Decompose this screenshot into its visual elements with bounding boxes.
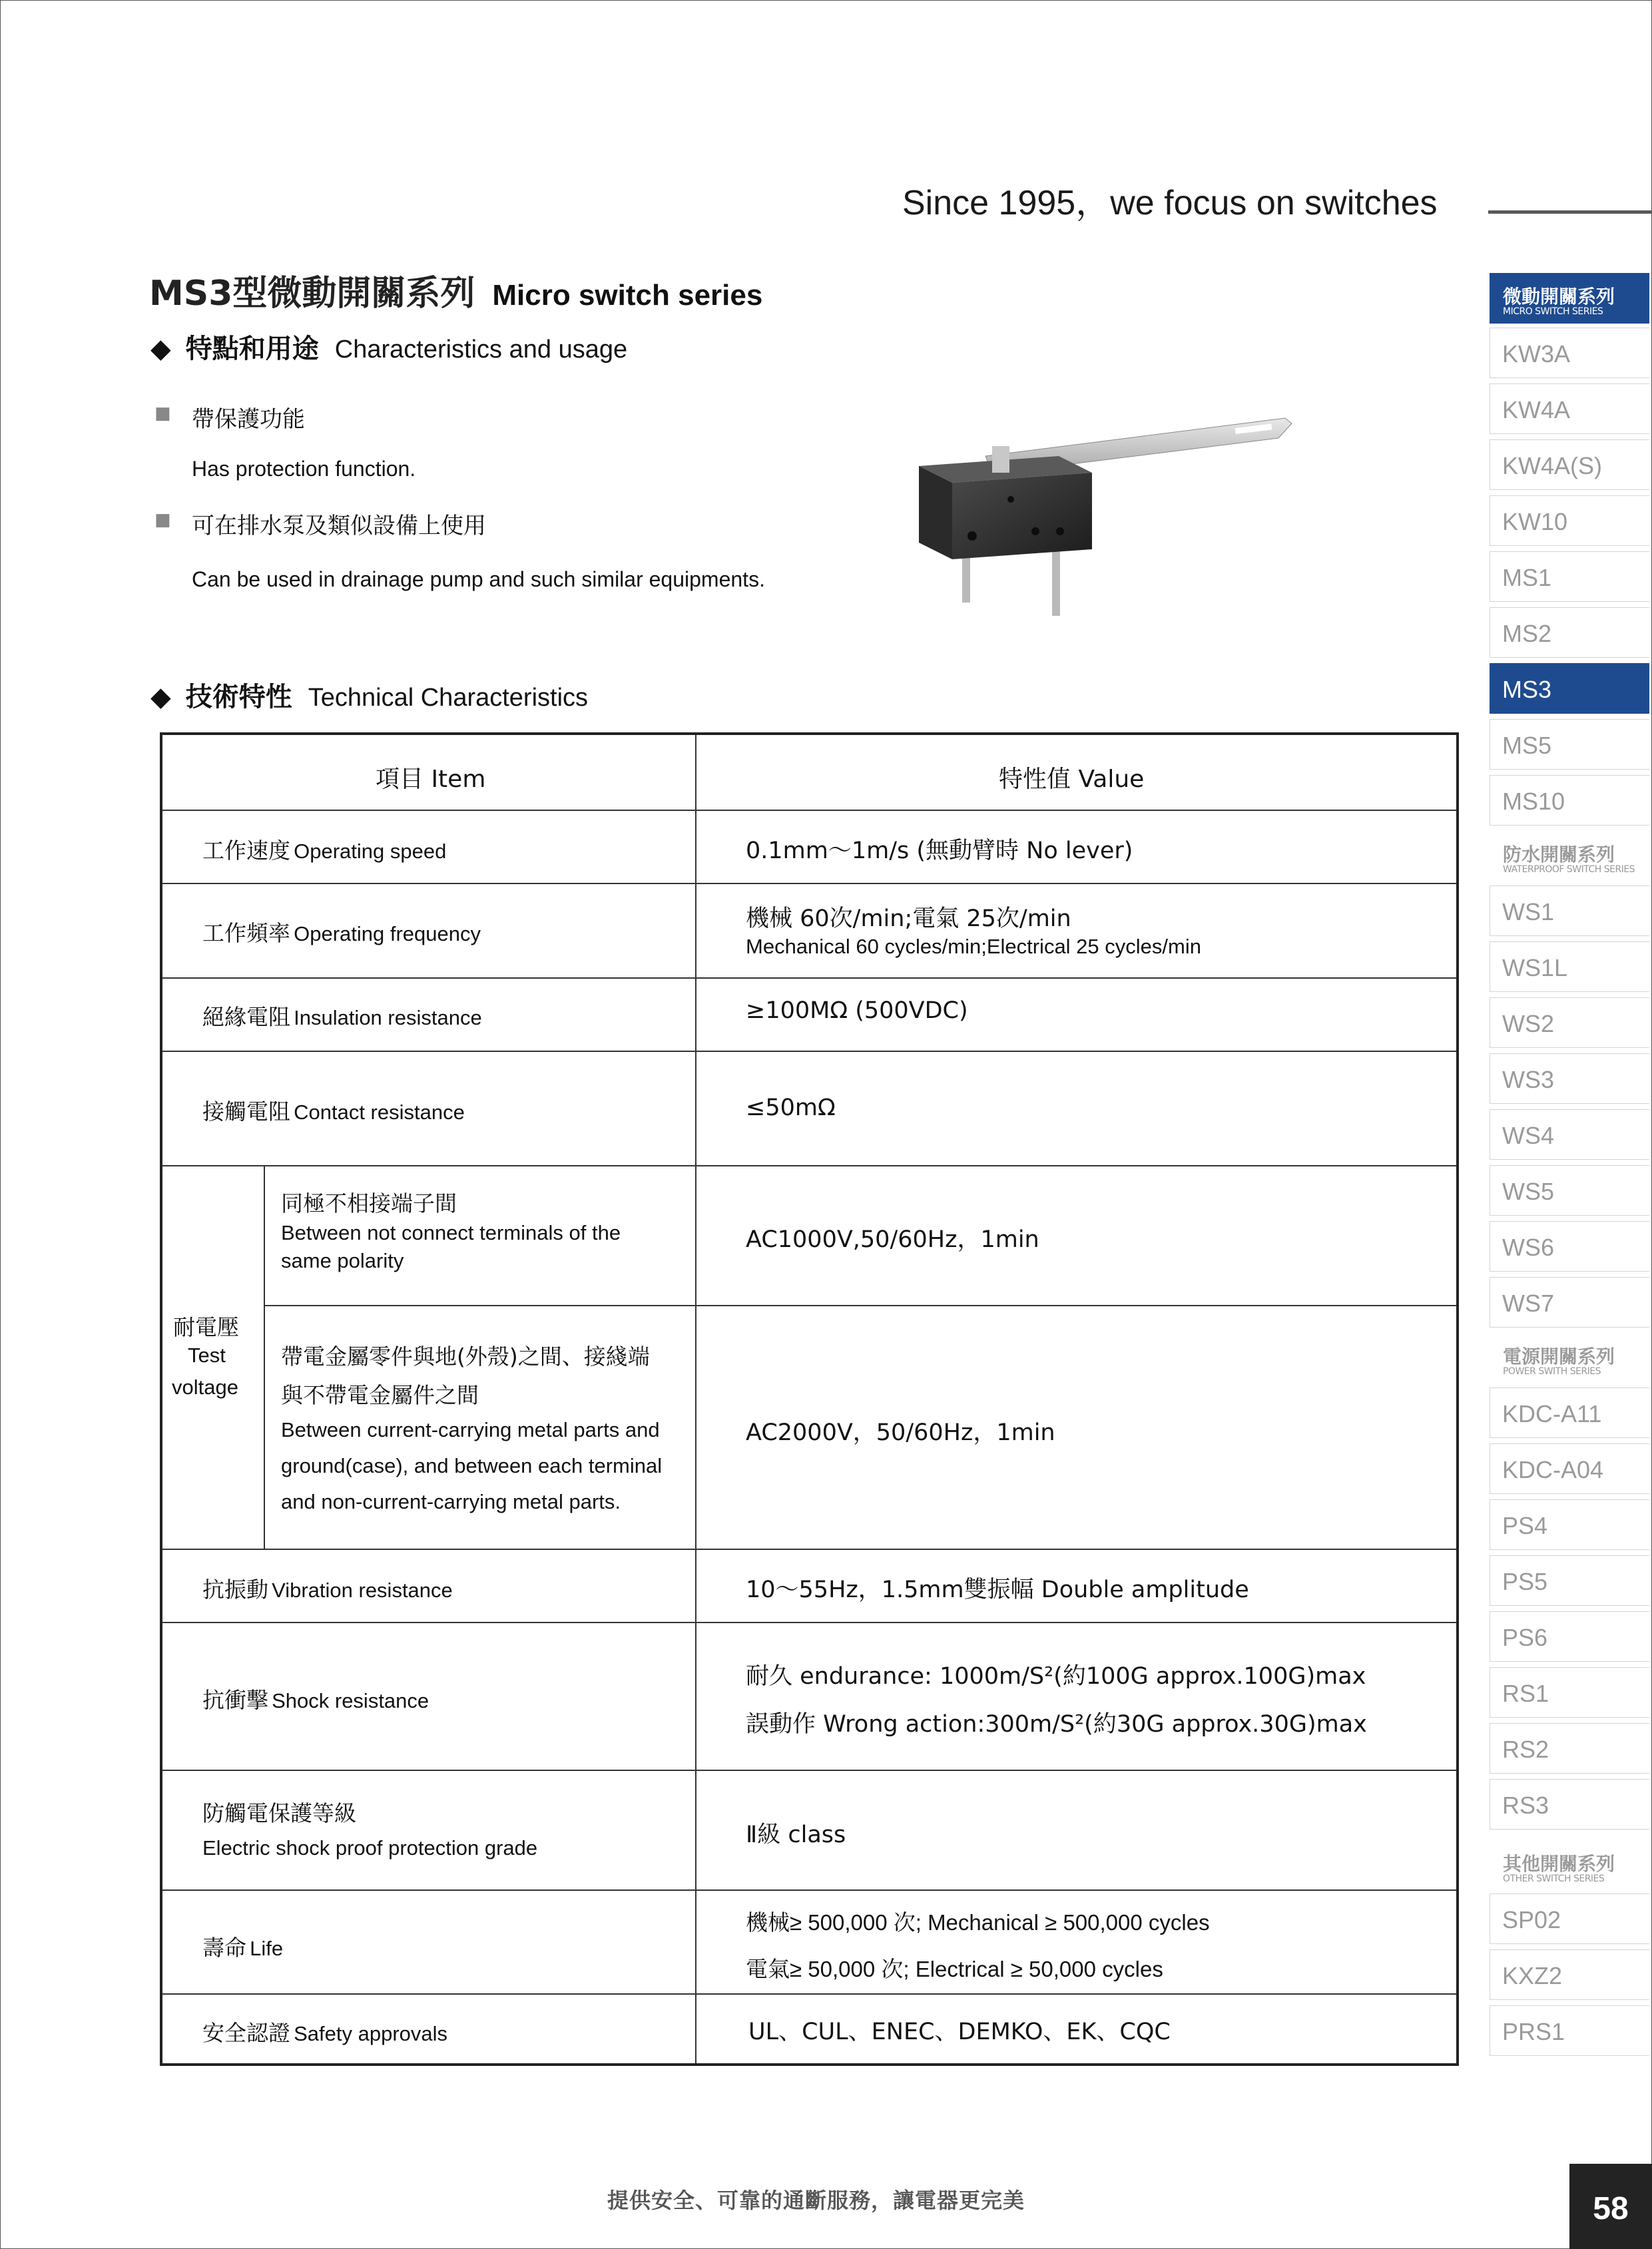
sidebar-item-ms1[interactable]: MS1 — [1490, 551, 1649, 602]
row-divider — [162, 1993, 1456, 1995]
approvals-label: 安全認證 Safety approvals — [202, 2020, 448, 2046]
category-other[interactable] — [1490, 1840, 1649, 1891]
approvals-value: UL、CUL、ENEC、DEMKO、EK、CQC — [748, 2019, 1171, 2045]
slogan-rule — [1488, 210, 1652, 214]
sidebar-item-rs1[interactable]: RS1 — [1490, 1667, 1649, 1718]
life-value-2: 電氣≥ 50,000 次; Electrical ≥ 50,000 cycles — [746, 1957, 1163, 1981]
feature-1-en: Has protection function. — [192, 457, 416, 481]
sidebar-item-ps4[interactable]: PS4 — [1490, 1499, 1649, 1550]
characteristics-heading — [150, 328, 627, 366]
contact-label: 接觸電阻 Contact resistance — [202, 1099, 465, 1124]
sidebar-item-kw3a[interactable]: KW3A — [1490, 328, 1649, 378]
sidebar-item-ws7[interactable]: WS7 — [1490, 1277, 1649, 1328]
category-micro-en: MICRO SWITCH SERIES — [1503, 306, 1603, 317]
product-image — [892, 399, 1318, 626]
column-divider — [695, 735, 696, 2063]
square-bullet-icon: ■ — [154, 510, 171, 530]
row-divider — [162, 1165, 1456, 1166]
shock-value-2: 誤動作 Wrong action:300m/S²(約30G approx.30G)max — [746, 1711, 1367, 1738]
characteristics-heading-zh: 特點和用途 — [185, 334, 319, 364]
speed-value: 0.1mm～1m/s (無動臂時 No lever) — [746, 838, 1133, 864]
test-voltage-sub1-en: same polarity — [281, 1249, 404, 1272]
row-divider — [162, 810, 1456, 811]
test-voltage-label-en: Test — [188, 1344, 226, 1367]
insulation-label: 絕緣電阻 Insulation resistance — [202, 1004, 482, 1030]
sidebar-item-ws1l[interactable]: WS1L — [1490, 941, 1649, 992]
shock-value-1: 耐久 endurance: 1000m/S²(約100G approx.100G)max — [746, 1663, 1366, 1690]
page-title — [149, 265, 762, 315]
protection-label-zh: 防觸電保護等級 — [202, 1800, 356, 1826]
sidebar-item-ms2[interactable]: MS2 — [1490, 607, 1649, 658]
sidebar-item-sp02[interactable]: SP02 — [1490, 1893, 1649, 1944]
row-divider — [162, 1051, 1456, 1052]
row-divider — [162, 1770, 1456, 1771]
sidebar-item-ps6[interactable]: PS6 — [1490, 1611, 1649, 1662]
test-voltage-sub1-value: AC1000V,50/60Hz，1min — [746, 1226, 1039, 1253]
square-bullet-icon: ■ — [154, 403, 171, 423]
category-power-en: POWER SWITH SERIES — [1503, 1366, 1601, 1377]
characteristics-heading-en: Characteristics and usage — [334, 336, 628, 364]
sidebar-item-ws2[interactable]: WS2 — [1490, 997, 1649, 1048]
header-item: 項目 Item — [376, 766, 486, 793]
sidebar-item-kxz2[interactable]: KXZ2 — [1490, 1949, 1649, 2000]
sidebar-item-ws3[interactable]: WS3 — [1490, 1053, 1649, 1104]
category-other-en: OTHER SWITCH SERIES — [1503, 1874, 1605, 1884]
sidebar-item-ws6[interactable]: WS6 — [1490, 1221, 1649, 1272]
category-waterproof-zh: 防水開關系列 — [1503, 844, 1615, 866]
row-divider — [162, 1622, 1456, 1623]
technical-heading-en: Technical Characteristics — [308, 684, 589, 712]
test-voltage-sub2-zh: 與不帶電金屬件之間 — [281, 1382, 479, 1408]
sidebar-item-prs1[interactable]: PRS1 — [1490, 2005, 1649, 2056]
sidebar-item-rs3[interactable]: RS3 — [1490, 1779, 1649, 1830]
row-divider — [162, 883, 1456, 884]
row-divider — [264, 1305, 1456, 1306]
test-voltage-sub2-en: ground(case), and between each terminal — [281, 1454, 663, 1477]
frequency-value-1: 機械 60次/min;電氣 25次/min — [746, 905, 1071, 932]
sidebar-item-kdc-a04[interactable]: KDC-A04 — [1490, 1443, 1649, 1494]
diamond-icon: ◆ — [150, 334, 171, 364]
sidebar-item-ws5[interactable]: WS5 — [1490, 1165, 1649, 1216]
sidebar-item-kw4a-s[interactable]: KW4A(S) — [1490, 439, 1649, 490]
test-voltage-sub2-zh: 帶電金屬零件與地(外殼)之間、接綫端 — [281, 1344, 650, 1370]
sidebar-item-ms5[interactable]: MS5 — [1490, 719, 1649, 770]
row-divider — [162, 977, 1456, 979]
test-voltage-sub2-en: Between current-carrying metal parts and — [281, 1418, 660, 1441]
column-divider — [264, 1165, 265, 1549]
shock-label: 抗衝擊 Shock resistance — [202, 1687, 429, 1713]
frequency-label: 工作頻率 Operating frequency — [202, 920, 481, 946]
row-divider — [162, 1889, 1456, 1891]
frequency-value-2: Mechanical 60 cycles/min;Electrical 25 cycles/min — [746, 935, 1201, 958]
title-en: Micro switch series — [492, 279, 763, 312]
sidebar-item-ms10[interactable]: MS10 — [1490, 775, 1649, 826]
page-number: 58 — [1569, 2164, 1652, 2249]
sidebar-item-rs2[interactable]: RS2 — [1490, 1723, 1649, 1774]
test-voltage-label-en: voltage — [172, 1375, 238, 1399]
sidebar-item-kw4a[interactable]: KW4A — [1490, 383, 1649, 434]
feature-2-zh: 可在排水泵及類似設備上使用 — [192, 513, 486, 539]
test-voltage-sub2-en: and non-current-carrying metal parts. — [281, 1490, 621, 1513]
test-voltage-sub2-value: AC2000V，50/60Hz，1min — [746, 1419, 1055, 1446]
category-micro-zh: 微動開關系列 — [1503, 286, 1615, 308]
tech-table — [160, 732, 1459, 2066]
life-value-1: 機械≥ 500,000 次; Mechanical ≥ 500,000 cycles — [746, 1910, 1210, 1935]
category-waterproof[interactable] — [1490, 831, 1649, 881]
footer-tagline: 提供安全、可靠的通斷服務，讓電器更完美 — [607, 2188, 1025, 2213]
category-micro-switch[interactable] — [1490, 273, 1649, 324]
category-power-zh: 電源開關系列 — [1503, 1346, 1615, 1368]
header-value: 特性值 Value — [999, 766, 1145, 793]
category-power[interactable] — [1490, 1333, 1649, 1383]
feature-1-zh: 帶保護功能 — [192, 406, 305, 433]
sidebar-item-ps5[interactable]: PS5 — [1490, 1555, 1649, 1606]
row-divider — [162, 1549, 1456, 1550]
category-waterproof-en: WATERPROOF SWITCH SERIES — [1503, 864, 1635, 875]
life-label: 壽命 Life — [202, 1935, 284, 1961]
speed-label: 工作速度 Operating speed — [202, 838, 447, 864]
vibration-value: 10～55Hz，1.5mm雙振幅 Double amplitude — [746, 1577, 1249, 1603]
sidebar-item-ms3[interactable]: MS3 — [1490, 663, 1649, 714]
contact-value: ≤50mΩ — [746, 1095, 836, 1121]
title-zh: MS3型微動開關系列 — [149, 274, 475, 314]
technical-heading-zh: 技術特性 — [185, 682, 292, 712]
vibration-label: 抗振動 Vibration resistance — [202, 1577, 453, 1603]
sidebar-item-ws1[interactable]: WS1 — [1490, 885, 1649, 936]
sidebar-item-ws4[interactable]: WS4 — [1490, 1109, 1649, 1160]
protection-label-en: Electric shock proof protection grade — [202, 1836, 538, 1860]
test-voltage-sub1-zh: 同極不相接端子間 — [281, 1190, 457, 1216]
category-other-zh: 其他開關系列 — [1503, 1853, 1615, 1875]
sidebar-item-kdc-a11[interactable]: KDC-A11 — [1490, 1387, 1649, 1438]
test-voltage-label-zh: 耐電壓 — [173, 1314, 239, 1340]
protection-value: Ⅱ級 class — [746, 1822, 846, 1848]
feature-2-en: Can be used in drainage pump and such similar equipments. — [192, 567, 765, 591]
slogan: Since 1995，we focus on switches — [902, 184, 1438, 222]
test-voltage-sub1-en: Between not connect terminals of the — [281, 1221, 621, 1244]
technical-heading — [150, 676, 588, 714]
sidebar-item-kw10[interactable]: KW10 — [1490, 495, 1649, 546]
diamond-icon: ◆ — [150, 682, 171, 712]
insulation-value: ≥100MΩ (500VDC) — [746, 997, 968, 1024]
